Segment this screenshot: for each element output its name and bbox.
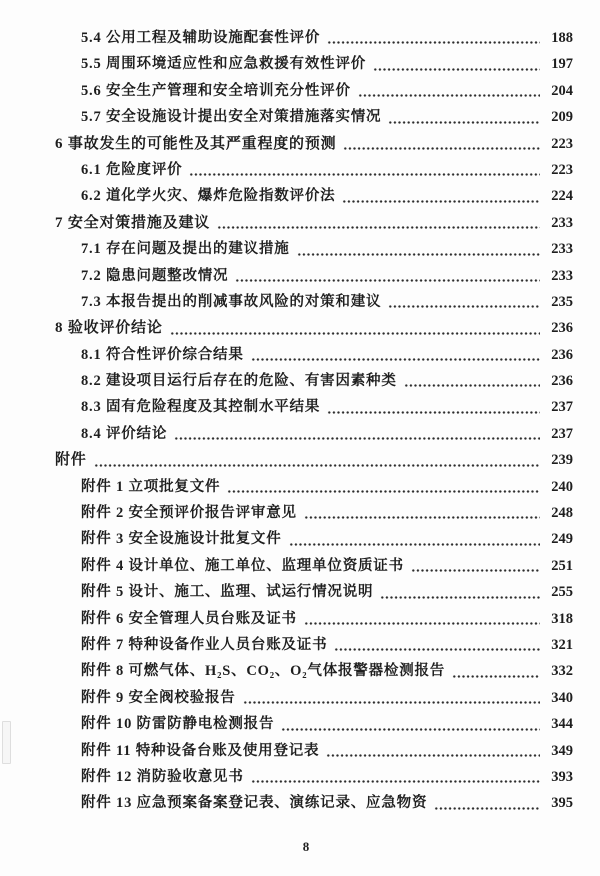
toc-entry-label: 附件 4 设计单位、施工单位、监理单位资质证书	[81, 557, 404, 574]
toc-entry-label: 8.1 符合性评价综合结果	[81, 346, 244, 363]
toc-entry-label: 附件 8 可燃气体、H₂S、CO₂、O₂气体报警器检测报告	[81, 663, 446, 680]
toc-entry-page: 236	[551, 373, 573, 390]
toc-entry	[0, 658, 573, 684]
toc-dot-leader	[235, 279, 540, 282]
toc-entry-label: 6 事故发生的可能性及其严重程度的预测	[55, 135, 337, 152]
toc-dot-leader	[327, 411, 540, 414]
toc-dot-leader	[281, 728, 540, 731]
toc-entry-page: 223	[551, 135, 573, 152]
toc-entry-page: 236	[551, 320, 573, 337]
toc-dot-leader	[217, 226, 540, 229]
toc-entry-page: 249	[551, 531, 573, 548]
toc-entry	[0, 289, 573, 315]
toc-entry-label: 附件 10 防雷防静电检测报告	[81, 716, 275, 733]
toc-entry-label: 7.2 隐患问题整改情况	[81, 267, 229, 284]
toc-entry	[0, 342, 573, 368]
toc-entry-page: 318	[551, 610, 573, 627]
toc-entry-page: 223	[551, 161, 573, 178]
toc-dot-leader	[452, 675, 540, 678]
toc-entry-page: 395	[551, 795, 573, 812]
toc-entry	[0, 711, 573, 737]
toc-entry-page: 349	[551, 742, 573, 759]
toc-entry-page: 233	[551, 241, 573, 258]
toc-entry-page: 236	[551, 346, 573, 363]
toc-entry-page: 248	[551, 505, 573, 522]
toc-dot-leader	[373, 68, 540, 71]
toc-entry-label: 附件 6 安全管理人员台账及证书	[81, 610, 297, 627]
toc-entry-page: 224	[551, 188, 573, 205]
toc-entry	[0, 606, 573, 632]
toc-dot-leader	[342, 200, 540, 203]
toc-entry-label: 8.4 评价结论	[81, 425, 168, 442]
toc-dot-leader	[297, 253, 540, 256]
toc-entry	[0, 157, 573, 183]
toc-entry-label: 7.1 存在问题及提出的建议措施	[81, 241, 290, 258]
toc-dot-leader	[304, 622, 540, 625]
toc-entry	[0, 579, 573, 605]
toc-entry-page: 188	[551, 30, 573, 46]
toc-entry-label: 附件 7 特种设备作业人员台账及证书	[81, 636, 328, 653]
toc-entry-page: 197	[551, 56, 573, 73]
toc-entry-page: 240	[551, 478, 573, 495]
toc-entry	[0, 500, 573, 526]
toc-entry-page: 344	[551, 716, 573, 733]
toc-entry-page: 233	[551, 267, 573, 284]
page-footer	[6, 839, 600, 855]
toc-dot-leader	[326, 754, 540, 757]
toc-entry-page: 239	[551, 452, 573, 469]
toc-entry	[0, 394, 573, 420]
toc-entry-label: 附件 12 消防验收意见书	[81, 768, 244, 785]
toc-dot-leader	[388, 305, 540, 308]
toc-entry-page: 321	[551, 636, 573, 653]
toc-entry-label: 附件	[55, 452, 87, 469]
toc-entry-label: 附件 11 特种设备台账及使用登记表	[81, 742, 320, 759]
toc-entry-label: 附件 5 设计、施工、监理、试运行情况说明	[81, 584, 374, 601]
toc-dot-leader	[251, 780, 540, 783]
toc-dot-leader	[404, 384, 540, 387]
toc-list	[0, 25, 573, 817]
toc-entry-label: 8.2 建设项目运行后存在的危险、有害因素种类	[81, 373, 397, 390]
toc-entry	[0, 25, 573, 51]
toc-entry	[0, 474, 573, 500]
toc-entry-label: 附件 13 应急预案备案登记表、演练记录、应急物资	[81, 795, 428, 812]
toc-entry	[0, 632, 573, 658]
toc-entry	[0, 131, 573, 157]
toc-dot-leader	[388, 121, 540, 124]
toc-dot-leader	[251, 358, 540, 361]
toc-entry	[0, 183, 573, 209]
toc-entry-label: 附件 2 安全预评价报告评审意见	[81, 505, 297, 522]
toc-entry	[0, 447, 573, 473]
toc-entry-page: 235	[551, 293, 573, 310]
toc-dot-leader	[380, 596, 540, 599]
toc-dot-leader	[243, 701, 540, 704]
toc-entry-page: 204	[551, 82, 573, 99]
toc-entry-label: 附件 3 安全设施设计批复文件	[81, 531, 282, 548]
toc-dot-leader	[174, 437, 540, 440]
toc-entry	[0, 421, 573, 447]
toc-dot-leader	[94, 464, 540, 467]
toc-entry-label: 5.5 周围环境适应性和应急救援有效性评价	[81, 56, 367, 73]
toc-entry-label: 7.3 本报告提出的削减事故风险的对策和建议	[81, 293, 382, 310]
toc-dot-leader	[170, 332, 540, 335]
toc-dot-leader	[289, 543, 541, 546]
toc-entry-page: 251	[551, 557, 573, 574]
toc-entry	[0, 764, 573, 790]
toc-entry	[0, 526, 573, 552]
toc-entry	[0, 78, 573, 104]
toc-dot-leader	[334, 648, 540, 651]
toc-entry-page: 237	[551, 399, 573, 416]
page-number: 8	[302, 839, 310, 854]
toc-dot-leader	[327, 41, 540, 44]
toc-dot-leader	[304, 516, 540, 519]
toc-entry-page: 209	[551, 109, 573, 126]
toc-entry-label: 8.3 固有危险程度及其控制水平结果	[81, 399, 321, 416]
toc-entry	[0, 51, 573, 77]
toc-dot-leader	[434, 807, 540, 810]
toc-entry-label: 5.6 安全生产管理和安全培训充分性评价	[81, 82, 351, 99]
toc-entry	[0, 263, 573, 289]
toc-entry	[0, 104, 573, 130]
toc-dot-leader	[358, 94, 540, 97]
toc-entry-page: 332	[551, 663, 573, 680]
toc-entry-label: 5.4 公用工程及辅助设施配套性评价	[81, 30, 321, 46]
toc-dot-leader	[343, 147, 540, 150]
toc-entry-page: 340	[551, 689, 573, 706]
scan-artifact	[2, 721, 11, 764]
toc-entry-label: 6.1 危险度评价	[81, 161, 183, 178]
toc-entry	[0, 315, 573, 341]
toc-entry-label: 附件 9 安全阀校验报告	[81, 689, 236, 706]
toc-entry-label: 5.7 安全设施设计提出安全对策措施落实情况	[81, 109, 382, 126]
toc-entry	[0, 210, 573, 236]
toc-entry	[0, 685, 573, 711]
toc-entry	[0, 236, 573, 262]
toc-entry-label: 附件 1 立项批复文件	[81, 478, 221, 495]
toc-entry	[0, 553, 573, 579]
toc-entry-page: 237	[551, 425, 573, 442]
toc-entry-label: 8 验收评价结论	[55, 320, 163, 337]
toc-entry	[0, 738, 573, 764]
toc-entry-page: 255	[551, 584, 573, 601]
toc-entry	[0, 790, 573, 816]
toc-entry-page: 393	[551, 768, 573, 785]
toc-dot-leader	[189, 173, 540, 176]
toc-entry	[0, 368, 573, 394]
toc-dot-leader	[227, 490, 540, 493]
toc-entry-page: 233	[551, 214, 573, 231]
toc-entry-label: 7 安全对策措施及建议	[55, 214, 211, 231]
toc-dot-leader	[411, 569, 540, 572]
toc-entry-label: 6.2 道化学火灾、爆炸危险指数评价法	[81, 188, 336, 205]
